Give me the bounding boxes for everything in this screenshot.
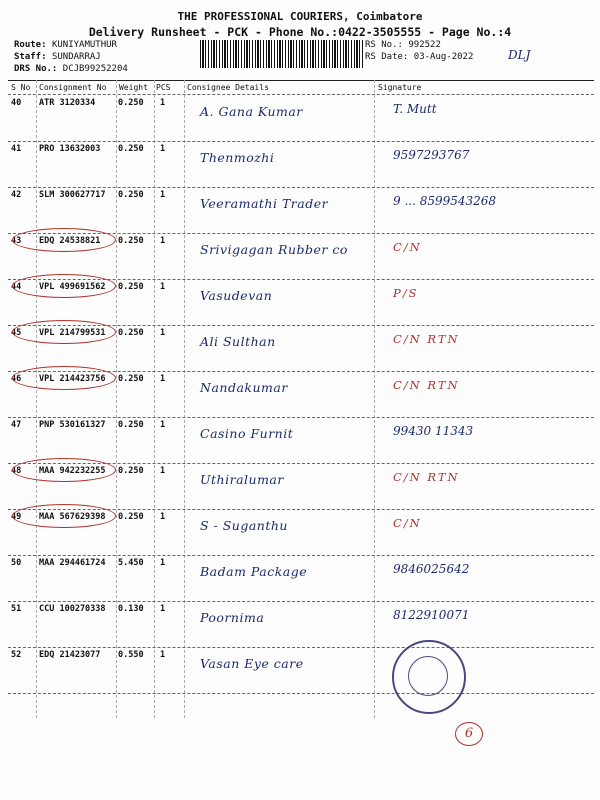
row-sno: 42 (11, 190, 22, 200)
row-consignment-no: EDQ 21423077 (39, 650, 101, 660)
route-label: Route: (14, 40, 47, 50)
row-weight: 0.250 (118, 190, 144, 200)
header-weight: Weight (119, 83, 148, 92)
row-separator (8, 693, 594, 694)
row-sno: 49 (11, 512, 22, 522)
row-signature: C/N RTN (393, 470, 460, 484)
row-pcs: 1 (160, 144, 166, 154)
row-consignment-no: MAA 294461724 (39, 558, 106, 568)
header-consignment: Consignment No (39, 83, 107, 92)
row-consignment-no: PRO 13632003 (39, 144, 101, 154)
row-consignee: Thenmozhi (200, 150, 275, 165)
row-consignee: Srivigagan Rubber co (200, 242, 348, 257)
row-sno: 41 (11, 144, 22, 154)
row-consignment-no: VPL 214799531 (39, 328, 106, 338)
staff-label: Staff: (14, 52, 47, 62)
row-consignee: Vasudevan (200, 288, 273, 303)
table-row (8, 188, 594, 234)
table-row (8, 602, 594, 648)
table-row (8, 464, 594, 510)
row-weight: 0.250 (118, 420, 144, 430)
row-weight: 5.450 (118, 558, 144, 568)
table-row (8, 142, 594, 188)
row-pcs: 1 (160, 420, 166, 430)
row-consignee: Veeramathi Trader (200, 196, 329, 211)
row-signature: 9 ... 8599543268 (393, 194, 497, 208)
row-weight: 0.250 (118, 466, 144, 476)
consignment-circle-mark (12, 320, 116, 344)
row-signature: C/N (393, 516, 422, 530)
row-signature: C/N RTN (393, 332, 460, 346)
drs-line (14, 64, 128, 74)
row-weight: 0.250 (118, 512, 144, 522)
row-pcs: 1 (160, 558, 166, 568)
route-line (14, 40, 117, 50)
table-row (8, 280, 594, 326)
handwritten-page-number: 6 (455, 722, 483, 746)
row-consignee: Nandakumar (200, 380, 288, 395)
row-consignee: S - Suganthu (200, 518, 288, 533)
row-sno: 45 (11, 328, 22, 338)
row-consignment-no: VPL 499691562 (39, 282, 106, 292)
row-signature: 8122910071 (393, 608, 470, 622)
row-pcs: 1 (160, 650, 166, 660)
row-weight: 0.130 (118, 604, 144, 614)
barcode (200, 40, 365, 68)
header-rule (8, 94, 594, 95)
row-sno: 46 (11, 374, 22, 384)
table-row (8, 648, 594, 694)
row-sno: 40 (11, 98, 22, 108)
rs-no-label: RS No.: (365, 40, 403, 50)
row-sno: 50 (11, 558, 22, 568)
row-consignment-no: VPL 214423756 (39, 374, 106, 384)
row-pcs: 1 (160, 466, 166, 476)
table-top-rule (8, 80, 594, 81)
row-weight: 0.250 (118, 236, 144, 246)
row-consignment-no: SLM 300627717 (39, 190, 106, 200)
table-row (8, 418, 594, 464)
consignment-circle-mark (12, 274, 116, 298)
drs-label: DRS No.: (14, 64, 58, 74)
table-row (8, 556, 594, 602)
header-signature: Signature (378, 83, 422, 92)
row-sno: 47 (11, 420, 22, 430)
table-row (8, 372, 594, 418)
rs-no-line (365, 40, 441, 50)
row-pcs: 1 (160, 374, 166, 384)
rs-date-label: RS Date: (365, 52, 409, 62)
consignment-circle-mark (12, 366, 116, 390)
row-signature: 99430 11343 (393, 424, 474, 438)
row-sno: 52 (11, 650, 22, 660)
row-pcs: 1 (160, 190, 166, 200)
row-sno: 44 (11, 282, 22, 292)
row-consignee: Ali Sulthan (200, 334, 276, 349)
header-consignee: Consignee Details (187, 83, 269, 92)
row-consignment-no: MAA 567629398 (39, 512, 106, 522)
row-sno: 43 (11, 236, 22, 246)
row-sno: 51 (11, 604, 22, 614)
row-weight: 0.250 (118, 144, 144, 154)
runsheet-subtitle: Delivery Runsheet - PCK - Phone No.:0422-3505555 - Page No.:4 (88, 25, 512, 39)
row-signature: 9597293767 (393, 148, 470, 162)
route-value: KUNIYAMUTHUR (51, 40, 117, 50)
row-consignment-no: PNP 530161327 (39, 420, 106, 430)
header-sno: S No (11, 83, 31, 92)
company-title: THE PROFESSIONAL COURIERS, Coimbatore (177, 10, 423, 23)
row-pcs: 1 (160, 512, 166, 522)
row-consignee: Vasan Eye care (200, 656, 304, 671)
row-pcs: 1 (160, 604, 166, 614)
table-row (8, 234, 594, 280)
rs-date-value: 03-Aug-2022 (413, 52, 474, 62)
consignment-circle-mark (12, 458, 116, 482)
row-weight: 0.250 (118, 328, 144, 338)
row-consignee: Uthiralumar (200, 472, 284, 487)
row-signature: C/N (393, 240, 422, 254)
consignment-circle-mark (12, 228, 116, 252)
row-consignment-no: ATR 3120334 (39, 98, 96, 108)
handwritten-note: DLJ (508, 48, 531, 62)
row-weight: 0.250 (118, 374, 144, 384)
row-pcs: 1 (160, 328, 166, 338)
header-pcs: PCS (156, 83, 171, 92)
row-sno: 48 (11, 466, 22, 476)
row-pcs: 1 (160, 236, 166, 246)
consignment-circle-mark (12, 504, 116, 528)
drs-value: DCJB99252204 (62, 64, 128, 74)
table-row (8, 96, 594, 142)
staff-line (14, 52, 101, 62)
table-row (8, 510, 594, 556)
row-consignee: Badam Package (200, 564, 308, 579)
table-row (8, 326, 594, 372)
rs-date-line (365, 52, 473, 62)
row-consignee: Casino Furnit (200, 426, 294, 441)
row-signature: T. Mutt (393, 102, 437, 116)
row-weight: 0.550 (118, 650, 144, 660)
row-weight: 0.250 (118, 98, 144, 108)
row-pcs: 1 (160, 282, 166, 292)
row-consignment-no: EDQ 24538821 (39, 236, 101, 246)
row-consignee: Poornima (200, 610, 265, 625)
delivery-stamp (392, 640, 466, 714)
row-weight: 0.250 (118, 282, 144, 292)
row-consignee: A. Gana Kumar (200, 104, 303, 119)
row-signature: 9846025642 (393, 562, 470, 576)
row-pcs: 1 (160, 98, 166, 108)
row-consignment-no: MAA 942232255 (39, 466, 106, 476)
rs-no-value: 992522 (408, 40, 441, 50)
row-consignment-no: CCU 100270338 (39, 604, 106, 614)
row-signature: P/S (393, 286, 419, 300)
row-signature: C/N RTN (393, 378, 460, 392)
staff-value: SUNDARRAJ (51, 52, 101, 62)
